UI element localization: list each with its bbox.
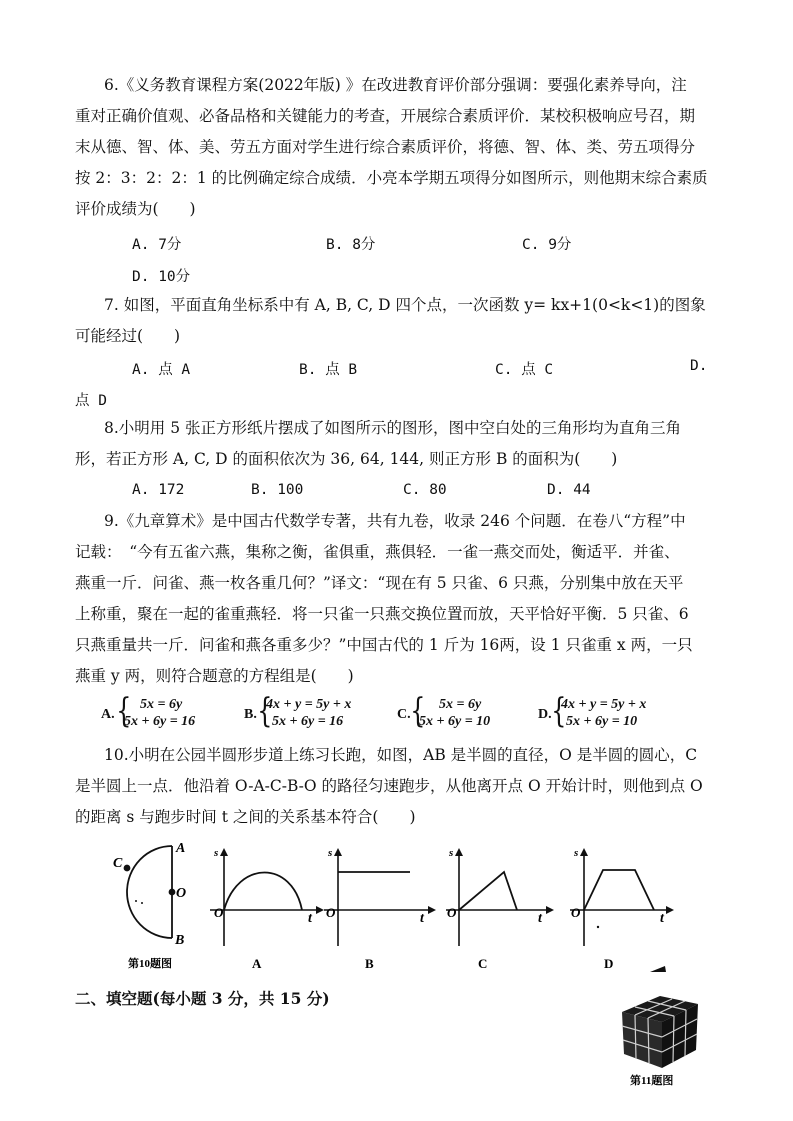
q9-option-b-label: B. bbox=[244, 707, 257, 722]
graph-b-t: t bbox=[420, 911, 424, 926]
dot-mark bbox=[141, 902, 143, 904]
q6-option-b: B. 8分 bbox=[326, 237, 376, 253]
section-2-title: 二、填空题(每小题 3 分，共 15 分) bbox=[75, 989, 330, 1008]
graph-c-t: t bbox=[538, 911, 542, 926]
brace-icon: { bbox=[410, 691, 426, 731]
graph-d bbox=[570, 847, 674, 971]
q7-line-1: 7. 如图，平面直角坐标系中有 A, B, C, D 四个点，一次函数 y= kx+1(0<k<1)的图象 bbox=[104, 296, 706, 314]
q8-option-a: A. 172 bbox=[132, 482, 185, 498]
graph-d-label: D bbox=[604, 956, 614, 971]
q6-line-4: 按 2：3：2：2：1 的比例确定综合成绩．小亮本学期五项得分如图所示，则他期末综合素质 bbox=[75, 169, 708, 187]
q9-option-d-eq1: 4x + y = 5y + x bbox=[561, 697, 647, 712]
q6-line-2: 重对正确价值观、必备品格和关键能力的考查，开展综合素质评价．某校积极响应号召，期 bbox=[75, 107, 696, 125]
q6-line-1: 6.《义务教育课程方案(2022年版) 》在改进教育评价部分强调：要强化素养导向，注 bbox=[104, 76, 687, 94]
graph-c-label: C bbox=[478, 956, 488, 971]
q9-option-a-eq1: 5x = 6y bbox=[140, 697, 183, 712]
q6-line-3: 末从德、智、体、美、劳五方面对学生进行综合素质评价，将德、智、体、类、劳五项得分 bbox=[75, 138, 696, 156]
q7-option-a: A. 点 A bbox=[132, 362, 191, 378]
graph-a-label: A bbox=[252, 956, 262, 971]
q6-option-d: D. 10分 bbox=[132, 269, 191, 285]
label-b: B bbox=[175, 933, 185, 948]
q6-option-c: C. 9分 bbox=[522, 237, 572, 253]
q7-option-b: B. 点 B bbox=[299, 362, 358, 378]
q8-option-b: B. 100 bbox=[251, 482, 304, 498]
q8-line-1: 8.小明用 5 张正方形纸片摆成了如图所示的图形，图中空白处的三角形均为直角三角 bbox=[104, 419, 682, 437]
q9-line-5: 只燕重量共一斤．问雀和燕各重多少？”中国古代的 1 斤为 16两，设 1 只雀重 x 两，一只 bbox=[75, 636, 693, 654]
brace-icon: { bbox=[551, 691, 567, 731]
q9-option-c-label: C. bbox=[397, 707, 411, 722]
q9-option-a-eq2: 5x + 6y = 16 bbox=[124, 714, 196, 729]
brace-icon: { bbox=[116, 691, 132, 731]
graph-a-t: t bbox=[308, 911, 312, 926]
q10-line-1: 10.小明在公园半圆形步道上练习长跑，如图，AB 是半圆的直径，O 是半圆的圆心，C bbox=[104, 746, 698, 764]
q11-caption: 第11题图 bbox=[630, 1075, 674, 1087]
q9-option-a-label: A. bbox=[101, 707, 115, 722]
point-o bbox=[170, 890, 175, 895]
q9-line-3: 燕重一斤．问雀、燕一枚各重几何？”译文：“现在有 5 只雀、6 只燕，分别集中放在天平 bbox=[75, 574, 684, 592]
label-o: O bbox=[176, 886, 187, 901]
q10-caption: 第10题图 bbox=[128, 958, 172, 970]
graph-a-s: s bbox=[214, 847, 219, 859]
graph-d-o: O bbox=[571, 905, 581, 920]
q11-cube-figure bbox=[622, 996, 698, 1068]
decor-mark bbox=[650, 966, 666, 972]
point-c bbox=[125, 866, 130, 871]
q8-line-2: 形，若正方形 A, C, D 的面积依次为 36, 64, 144, 则正方形 B 的面积为( ) bbox=[75, 450, 618, 468]
graph-b-o: O bbox=[326, 905, 336, 920]
graph-d-s: s bbox=[574, 847, 579, 859]
graph-c-o: O bbox=[447, 905, 457, 920]
q6-line-5: 评价成绩为( ) bbox=[75, 200, 196, 218]
brace-icon: { bbox=[257, 691, 273, 731]
graph-c bbox=[446, 847, 554, 971]
q9-option-d-label: D. bbox=[538, 707, 552, 722]
label-c: C bbox=[113, 856, 123, 871]
label-a: A bbox=[176, 841, 186, 856]
graph-a bbox=[210, 847, 324, 971]
semicircle-arc bbox=[127, 846, 172, 938]
graph-b-s: s bbox=[328, 847, 333, 859]
q9-option-b-eq2: 5x + 6y = 16 bbox=[272, 714, 344, 729]
q7-option-c: C. 点 C bbox=[495, 362, 554, 378]
q9-option-b-eq1: 4x + y = 5y + x bbox=[266, 697, 352, 712]
q8-option-d: D. 44 bbox=[547, 482, 591, 498]
q7-option-d-tail: 点 D bbox=[75, 393, 107, 409]
q9-option-d-eq2: 5x + 6y = 10 bbox=[566, 714, 638, 729]
q9-line-2: 记载： “今有五雀六燕，集称之衡，雀俱重，燕俱轻．一雀一燕交而处，衡适平．并雀、 bbox=[75, 543, 680, 561]
graph-b-label: B bbox=[365, 956, 374, 971]
q10-line-3: 的距离 s 与跑步时间 t 之间的关系基本符合( ) bbox=[75, 808, 416, 826]
graph-c-s: s bbox=[449, 847, 454, 859]
q8-option-c: C. 80 bbox=[403, 482, 447, 498]
q7-line-2: 可能经过( ) bbox=[75, 327, 181, 345]
q6-option-a: A. 7分 bbox=[132, 237, 182, 253]
q9-option-c-eq1: 5x = 6y bbox=[439, 697, 482, 712]
graph-a-o: O bbox=[214, 905, 224, 920]
semicircle-diagram bbox=[125, 846, 175, 938]
graph-d-t: t bbox=[660, 911, 664, 926]
q9-option-c-eq2: 5x + 6y = 10 bbox=[419, 714, 491, 729]
q9-line-4: 上称重，聚在一起的雀重燕轻．将一只雀一只燕交换位置而放，天平恰好平衡．5 只雀、6 bbox=[75, 605, 689, 623]
q10-line-2: 是半圆上一点．他沿着 O-A-C-B-O 的路径匀速跑步，从他离开点 O 开始计时，则他到点 O bbox=[75, 777, 703, 795]
q7-option-d: D. bbox=[690, 358, 708, 374]
q9-line-1: 9.《九章算术》是中国古代数学专著，共有九卷，收录 246 个问题．在卷八“方程”中 bbox=[104, 512, 686, 530]
dot-mark bbox=[135, 900, 137, 902]
q9-line-6: 燕重 y 两，则符合题意的方程组是( ) bbox=[75, 667, 354, 685]
graph-b bbox=[324, 847, 436, 971]
